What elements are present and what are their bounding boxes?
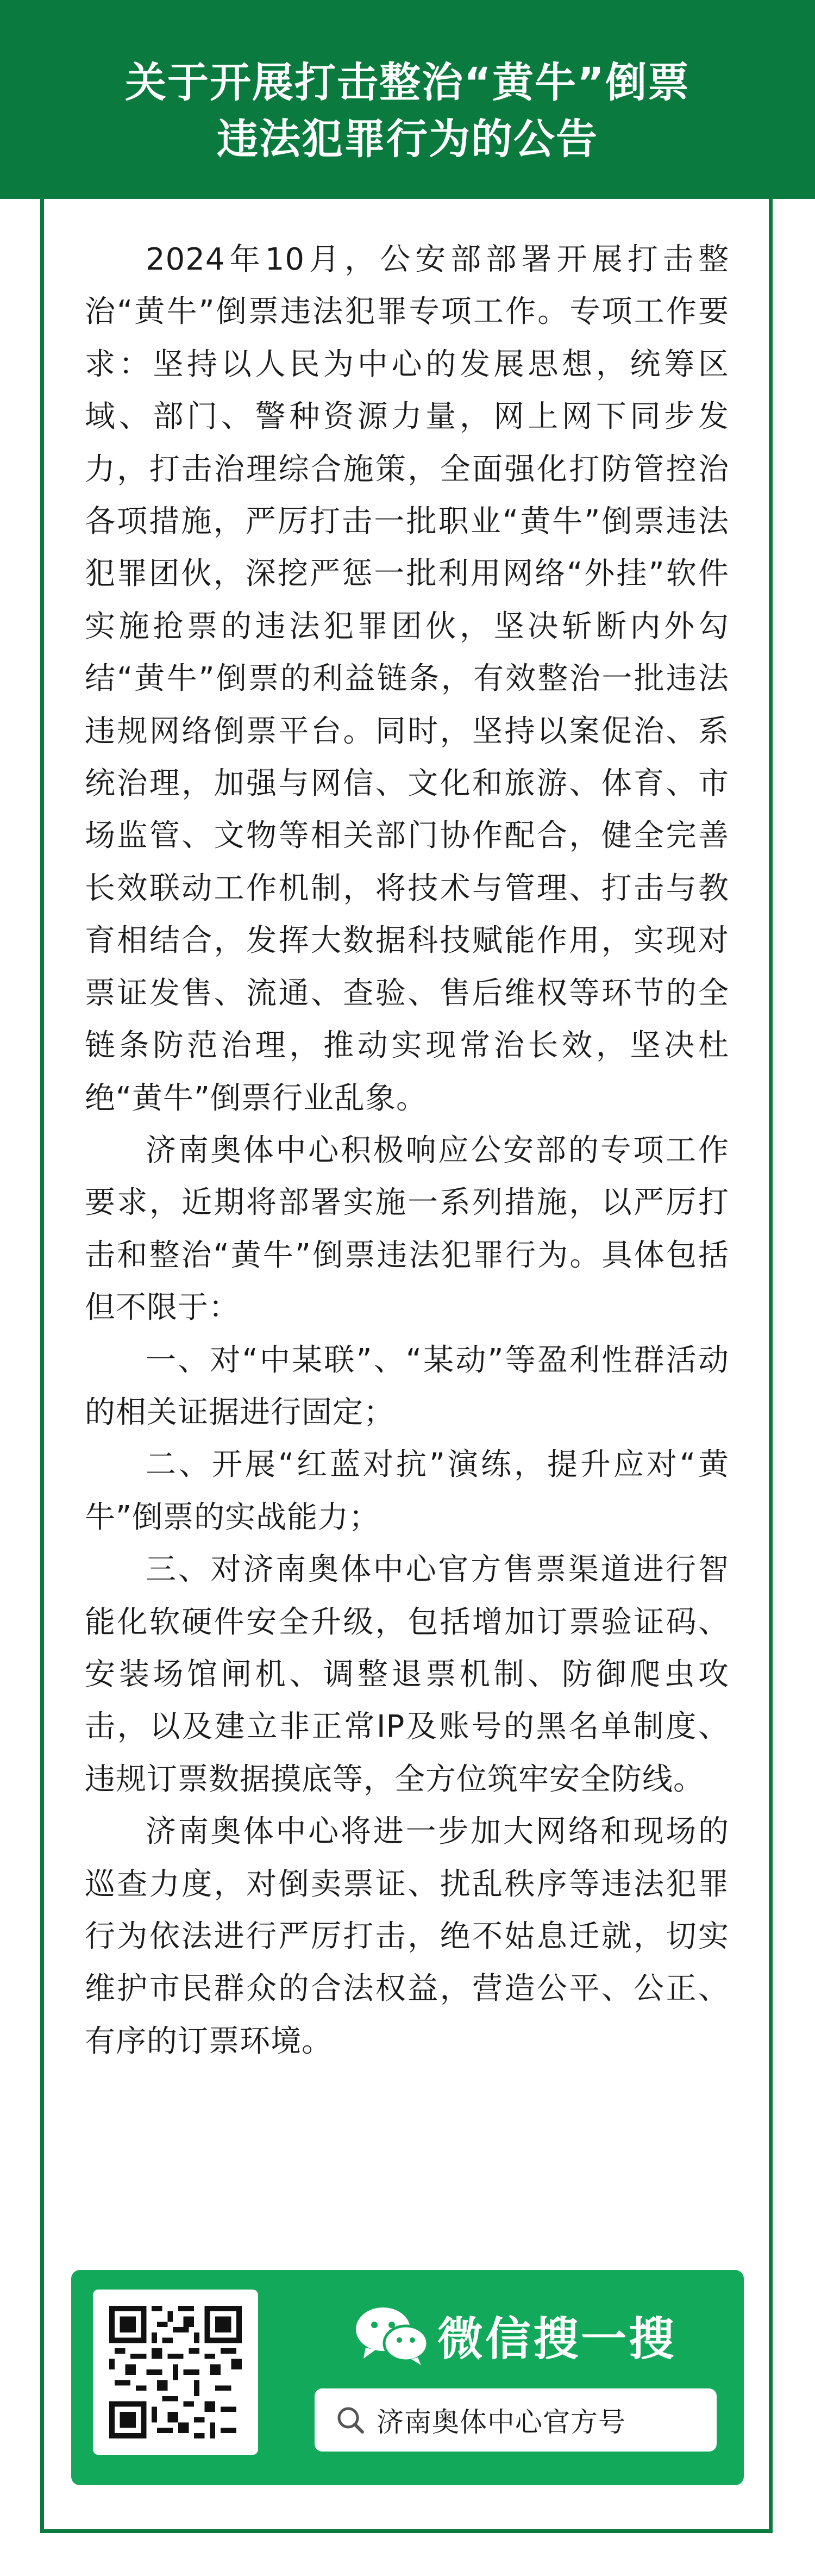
search-icon — [335, 2405, 366, 2435]
article-paragraph: 三、对济南奥体中心官方售票渠道进行智能化软硬件安全升级，包括增加订票验证码、安装场馆闸机、调整退票机制、防御爬虫攻击，以及建立非正常IP及账号的黑名单制度、违规订票数据摸底等，全方位筑牢安全防线。 — [85, 1552, 729, 1797]
search-query-text: 济南奥体中心官方号 — [377, 2406, 626, 2438]
article-paragraph: 2024年10月，公安部部署开展打击整治“黄牛”倒票违法犯罪专项工作。专项工作要求：坚持以人民为中心的发展思想，统筹区域、部门、警种资源力量，网上网下同步发力，打击治理综合施策，全面强化打防管控治各项措施，严厉打击一批职业“黄牛”倒票违法犯罪团伙，深挖严惩一批利用网络“外挂”软件实施抢票的违法犯罪团伙，坚决斩断内外勾结“黄牛”倒票的利益链条，有效整治一批违法违规网络倒票平台。同时，坚持以案促治、系统治理，加强与网信、文化和旅游、体育、市场监管、文物等相关部门协作配合，健全完善长效联动工作机制，将技术与管理、打击与教育相结合，发挥大数据科技赋能作用，实现对票证发售、流通、查验、售后维权等环节的全链条防范治理，推动实现常治长效，坚决杜绝“黄牛”倒票行业乱象。 — [85, 242, 729, 1116]
wechat-search-label: 微信搜一搜 — [437, 2312, 677, 2366]
page-title-line-1: 关于开展打击整治“黄牛”倒票 — [125, 58, 690, 107]
article-paragraph: 济南奥体中心将进一步加大网络和现场的巡查力度，对倒卖票证、扰乱秩序等违法犯罪行为依法进行严厉打击，绝不姑息迁就，切实维护市民群众的合法权益，营造公平、公正、有序的订票环境。 — [85, 1814, 729, 2059]
article-paragraph: 一、对“中某联”、“某动”等盈利性群活动的相关证据进行固定； — [85, 1342, 729, 1430]
wechat-search-card — [71, 2270, 744, 2485]
page-title-line-2: 违法犯罪行为的公告 — [217, 115, 598, 163]
search-field[interactable] — [315, 2388, 717, 2452]
wechat-icon — [354, 2305, 430, 2365]
article-body — [85, 234, 729, 2068]
header-banner — [0, 0, 815, 199]
qr-code — [93, 2290, 258, 2455]
article-paragraph: 二、开展“红蓝对抗”演练，提升应对“黄牛”倒票的实战能力； — [85, 1447, 729, 1535]
wechat-search-brand — [354, 2303, 676, 2368]
article-paragraph: 济南奥体中心积极响应公安部的专项工作要求，近期将部署实施一系列措施，以严厉打击和整治“黄牛”倒票违法犯罪行为。具体包括但不限于： — [85, 1132, 729, 1326]
